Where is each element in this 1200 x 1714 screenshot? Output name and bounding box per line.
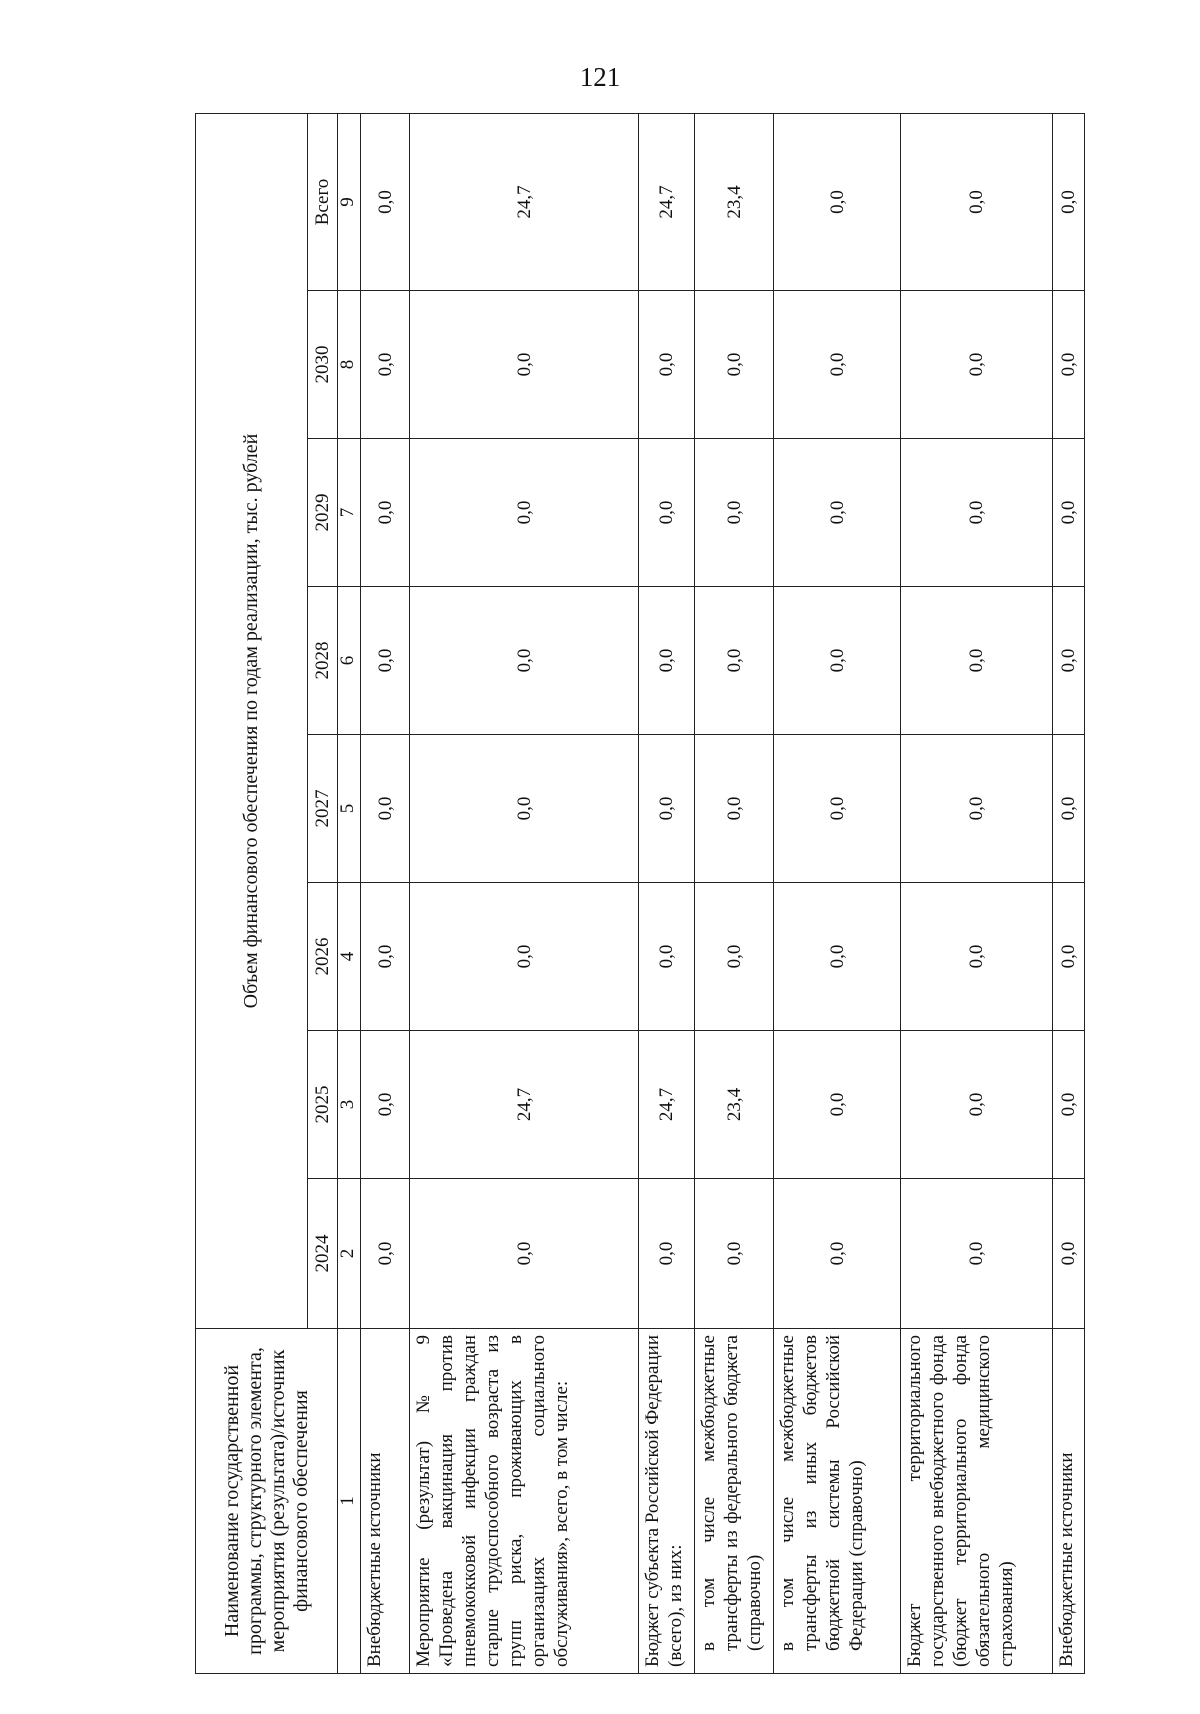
cell-value: 0,0 xyxy=(410,291,639,439)
cell-value: 0,0 xyxy=(695,735,774,883)
cell-value: 0,0 xyxy=(360,735,409,883)
cell-value: 23,4 xyxy=(695,113,774,290)
page-number: 121 xyxy=(579,62,621,92)
table-row xyxy=(900,113,1052,1673)
cell-value: 0,0 xyxy=(774,587,900,735)
row-name: в том числе межбюджетные трансферты из федерального бюджета (справочно) xyxy=(695,1329,774,1674)
cell-value: 0,0 xyxy=(639,291,695,439)
header-row-1 xyxy=(196,113,308,1673)
cell-value: 0,0 xyxy=(774,735,900,883)
cell-value: 0,0 xyxy=(1052,735,1084,883)
table-row xyxy=(360,113,409,1673)
cell-value: 0,0 xyxy=(1052,883,1084,1031)
cell-value: 0,0 xyxy=(639,883,695,1031)
year-header: 2030 xyxy=(308,291,338,439)
cell-value: 0,0 xyxy=(695,439,774,587)
cell-value: 0,0 xyxy=(774,883,900,1031)
year-header-total: Всего xyxy=(308,113,338,290)
cell-value: 0,0 xyxy=(774,1179,900,1329)
table-row xyxy=(1052,113,1084,1673)
cell-value: 0,0 xyxy=(410,1179,639,1329)
cell-value: 23,4 xyxy=(695,1031,774,1179)
year-header: 2027 xyxy=(308,735,338,883)
cell-value: 0,0 xyxy=(1052,439,1084,587)
cell-value: 0,0 xyxy=(360,1179,409,1329)
cell-value: 0,0 xyxy=(360,439,409,587)
row-name: Бюджет территориального государственного внебюджетного фонда (бюджет территориального фонда обязательного медицинского страхования) xyxy=(900,1329,1052,1674)
cell-value: 0,0 xyxy=(639,587,695,735)
table-row xyxy=(639,113,695,1673)
cell-value: 0,0 xyxy=(695,291,774,439)
cell-value: 24,7 xyxy=(639,113,695,290)
cell-value: 0,0 xyxy=(410,735,639,883)
cell-value: 0,0 xyxy=(360,1031,409,1179)
cell-value: 0,0 xyxy=(1052,1179,1084,1329)
cell-value: 0,0 xyxy=(695,883,774,1031)
cell-value: 0,0 xyxy=(410,587,639,735)
row-name: Мероприятие (результат) № 9 «Проведена вакцинация против пневмококковой инфекции граждан старше трудоспособного возраста из групп риска, проживающих в организациях социального обслуживания», всего, в том числе: xyxy=(410,1329,639,1674)
column-number: 4 xyxy=(338,883,360,1031)
cell-value: 0,0 xyxy=(695,1179,774,1329)
row-name: в том числе межбюджетные трансферты из иных бюджетов бюджетной системы Российской Федерации (справочно) xyxy=(774,1329,900,1674)
column-number: 7 xyxy=(338,439,360,587)
cell-value: 0,0 xyxy=(900,113,1052,290)
cell-value: 0,0 xyxy=(410,883,639,1031)
year-header: 2026 xyxy=(308,883,338,1031)
name-column-header: Наименование государственной программы, структурного элемента, мероприятия (результата)/источник финансового обеспечения xyxy=(196,1329,338,1674)
cell-value: 0,0 xyxy=(695,587,774,735)
year-header: 2028 xyxy=(308,587,338,735)
column-number: 2 xyxy=(338,1179,360,1329)
cell-value: 0,0 xyxy=(774,113,900,290)
financing-table xyxy=(195,113,1085,1674)
cell-value: 0,0 xyxy=(639,1179,695,1329)
column-number: 5 xyxy=(338,735,360,883)
column-number: 6 xyxy=(338,587,360,735)
cell-value: 0,0 xyxy=(410,439,639,587)
cell-value: 0,0 xyxy=(1052,587,1084,735)
row-name: Бюджет субъекта Российской Федерации (всего), из них: xyxy=(639,1329,695,1674)
cell-value: 24,7 xyxy=(410,1031,639,1179)
year-header: 2024 xyxy=(308,1179,338,1329)
cell-value: 0,0 xyxy=(900,1031,1052,1179)
year-header: 2025 xyxy=(308,1031,338,1179)
table-row xyxy=(695,113,774,1673)
cell-value: 0,0 xyxy=(360,113,409,290)
column-number: 1 xyxy=(338,1329,360,1674)
table-row xyxy=(410,113,639,1673)
cell-value: 0,0 xyxy=(1052,1031,1084,1179)
cell-value: 0,0 xyxy=(900,1179,1052,1329)
cell-value: 0,0 xyxy=(900,883,1052,1031)
cell-value: 0,0 xyxy=(774,1031,900,1179)
cell-value: 0,0 xyxy=(1052,113,1084,290)
row-name: Внебюджетные источники xyxy=(360,1329,409,1674)
cell-value: 0,0 xyxy=(360,587,409,735)
cell-value: 0,0 xyxy=(360,291,409,439)
rotated-table-container xyxy=(195,114,1085,1674)
cell-value: 0,0 xyxy=(900,587,1052,735)
cell-value: 24,7 xyxy=(410,113,639,290)
table-row xyxy=(774,113,900,1673)
cell-value: 24,7 xyxy=(639,1031,695,1179)
cell-value: 0,0 xyxy=(900,291,1052,439)
year-header: 2029 xyxy=(308,439,338,587)
column-numbers-row xyxy=(338,113,360,1673)
cell-value: 0,0 xyxy=(360,883,409,1031)
cell-value: 0,0 xyxy=(900,735,1052,883)
cell-value: 0,0 xyxy=(639,439,695,587)
cell-value: 0,0 xyxy=(900,439,1052,587)
column-number: 8 xyxy=(338,291,360,439)
column-number: 3 xyxy=(338,1031,360,1179)
cell-value: 0,0 xyxy=(639,735,695,883)
cell-value: 0,0 xyxy=(774,291,900,439)
row-name: Внебюджетные источники xyxy=(1052,1329,1084,1674)
cell-value: 0,0 xyxy=(1052,291,1084,439)
cell-value: 0,0 xyxy=(774,439,900,587)
column-number: 9 xyxy=(338,113,360,290)
volume-header: Объем финансового обеспечения по годам реализации, тыс. рублей xyxy=(196,113,308,1328)
